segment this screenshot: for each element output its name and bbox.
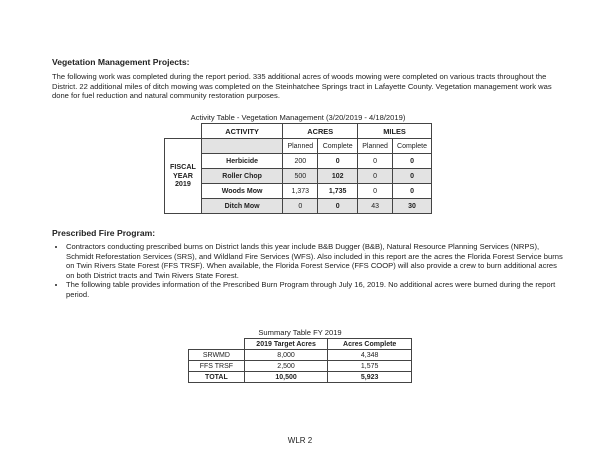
miles-complete-cell: 0 [393,184,432,199]
activity-cell: Roller Chop [201,169,282,184]
activity-table-header-row [165,124,432,139]
fiscal-year-line-3: 2019 [174,179,191,189]
acres-complete-cell: 0 [318,199,358,214]
activity-table [164,123,432,214]
activity-table-caption: Activity Table - Vegetation Management (3/20/2019 - 4/18/2019) [190,113,406,122]
miles-complete-cell: 0 [393,154,432,169]
acres-complete-header: Acres Complete [328,339,412,350]
program-name-cell: FFS TRSF [189,361,245,372]
fire-bullet-list [52,242,566,300]
summary-table [188,338,412,383]
vegetation-heading: Vegetation Management Projects: [52,57,190,67]
acres-complete-cell: 4,348 [328,350,412,361]
acres-complete-cell: 1,575 [328,361,412,372]
acres-complete-cell: 0 [318,154,358,169]
acres-header: ACRES [283,124,358,139]
page-footer: WLR 2 [287,436,313,445]
table-row [189,350,412,361]
target-acres-header: 2019 Target Acres [244,339,328,350]
acres-planned-cell: 1,373 [283,184,318,199]
acres-complete-cell: 102 [318,169,358,184]
list-item: • Contractors conducting prescribed burns on District lands this year include B&B Dugger (B&B), Natural Resource Planning Services (NRPS), Schmidt Reforestation Services (SRS), and Wildland Fire Services (WFS). Also included in this report are the acres the Florida Forest Service burns on Twin Rivers State Forest (FFS TRSF). When available, the Florida Forest Service (FFS COOP) will also provide a crew to burn additional acres on both District tracts and Twin Rivers State Forest. [66,242,566,280]
target-acres-cell: 2,500 [244,361,328,372]
miles-planned-cell: 0 [358,184,393,199]
program-name-cell: TOTAL [189,372,245,383]
acres-planned-cell: 0 [283,199,318,214]
acres-planned-subheader: Planned [283,139,318,154]
table-row [165,184,432,199]
program-name-cell: SRWMD [189,350,245,361]
miles-complete-cell: 30 [393,199,432,214]
target-acres-cell: 8,000 [244,350,328,361]
fiscal-year-line-2: YEAR [172,170,193,180]
miles-planned-subheader: Planned [358,139,393,154]
summary-table-caption: Summary Table FY 2019 [258,328,342,337]
fiscal-year-line-1: FISCAL [169,162,196,172]
activity-header: ACTIVITY [201,124,282,139]
miles-complete-subheader: Complete [393,139,432,154]
subheader-blank-cell [201,139,282,154]
empty-corner-cell [165,124,202,139]
fire-heading: Prescribed Fire Program: [52,228,156,238]
miles-planned-cell: 0 [358,154,393,169]
activity-cell: Herbicide [201,154,282,169]
miles-header: MILES [358,124,432,139]
target-acres-cell: 10,500 [244,372,328,383]
miles-planned-cell: 0 [358,169,393,184]
acres-complete-subheader: Complete [318,139,358,154]
empty-corner-cell [189,339,245,350]
fiscal-year-label [165,139,202,214]
miles-planned-cell: 43 [358,199,393,214]
activity-cell: Woods Mow [201,184,282,199]
acres-planned-cell: 200 [283,154,318,169]
miles-complete-cell: 0 [393,169,432,184]
acres-planned-cell: 500 [283,169,318,184]
vegetation-paragraph: The following work was completed during the report period. 335 additional acres of woods mowing were completed on various tracts throughout the District. 22 additional miles of ditch mowing was completed on the Steinhatchee Springs tract in Lafayette County. Vegetation management work was done for fuel reduction and natural community restoration purposes. [52,72,552,101]
acres-complete-cell: 5,923 [328,372,412,383]
table-row [189,372,412,383]
activity-cell: Ditch Mow [201,199,282,214]
table-row [165,154,432,169]
activity-table-subheader-row [165,139,432,154]
summary-table-header-row [189,339,412,350]
acres-complete-cell: 1,735 [318,184,358,199]
table-row [165,169,432,184]
table-row [165,199,432,214]
list-item: • The following table provides information of the Prescribed Burn Program through July 16, 2019. No additional acres were burned during the report period. [66,280,566,299]
table-row [189,361,412,372]
